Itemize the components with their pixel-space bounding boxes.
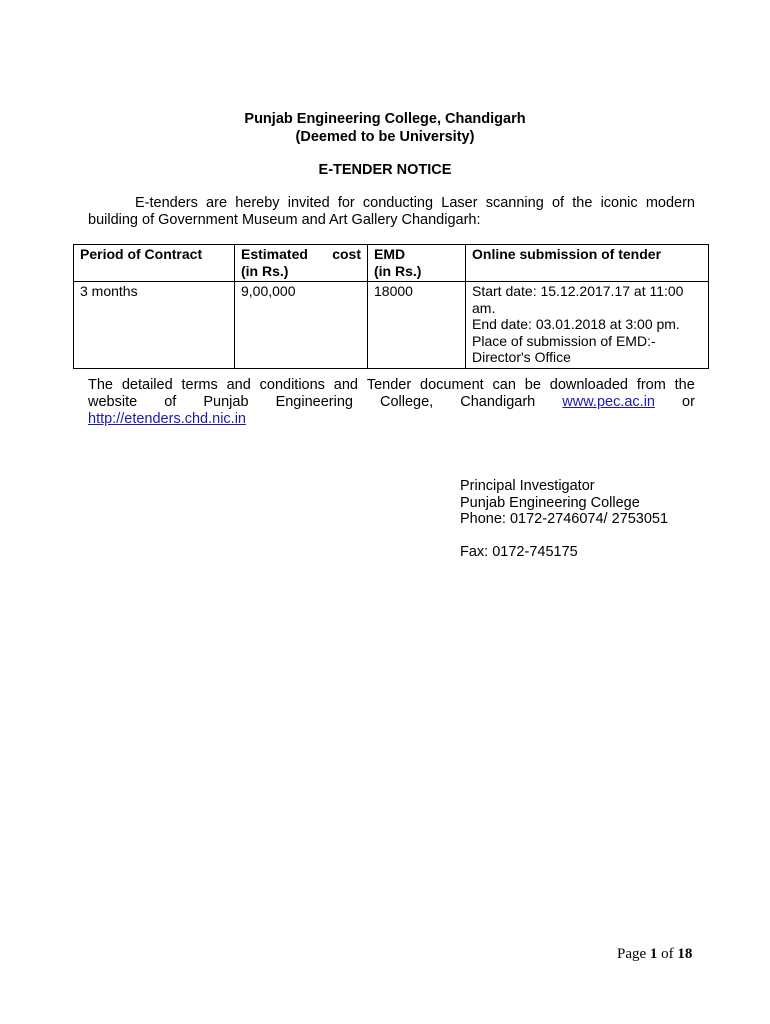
terms-word: and bbox=[333, 377, 358, 393]
notice-title: E-TENDER NOTICE bbox=[318, 162, 452, 178]
page-current: 1 bbox=[649, 946, 658, 962]
etenders-link[interactable]: http://etenders.chd.nic.in bbox=[88, 411, 246, 427]
cell-online-submission bbox=[466, 282, 709, 369]
terms-word: document bbox=[420, 377, 484, 393]
terms-word: downloaded bbox=[549, 377, 628, 393]
institution-status: (Deemed to be University) bbox=[295, 129, 475, 145]
terms-word: of bbox=[164, 394, 177, 410]
header-emd bbox=[368, 245, 466, 282]
terms-word: be bbox=[524, 377, 541, 393]
tender-table bbox=[73, 244, 709, 369]
signature-block bbox=[460, 478, 668, 528]
header-estimated-word2: cost bbox=[332, 246, 361, 262]
header-estimated-word1: Estimated bbox=[241, 246, 308, 262]
terms-word: from bbox=[636, 377, 666, 393]
signatory-fax: Fax: 0172-745175 bbox=[460, 544, 578, 560]
terms-word: terms bbox=[181, 377, 218, 393]
terms-word: website bbox=[88, 394, 138, 410]
intro-paragraph: E-tenders are hereby invited for conducting Laser scanning of the iconic modern building of Government Museum and Art Gallery Chandigarh: bbox=[88, 195, 695, 228]
cell-emd: 18000 bbox=[368, 282, 466, 369]
institution-title: Punjab Engineering College, Chandigarh bbox=[244, 111, 526, 127]
signatory-phone: Phone: 0172-2746074/ 2753051 bbox=[460, 511, 669, 527]
table-row bbox=[74, 282, 709, 369]
terms-word: the bbox=[674, 377, 695, 393]
header-online-submission: Online submission of tender bbox=[466, 245, 709, 282]
header-emd-label: EMD bbox=[374, 246, 406, 262]
place-line2: Director's Office bbox=[472, 349, 571, 365]
signatory-title: Principal Investigator bbox=[460, 478, 595, 494]
place-line1: Place of submission of EMD:- bbox=[472, 332, 656, 349]
page-label: Page bbox=[617, 946, 647, 962]
header-emd-unit: (in Rs.) bbox=[374, 262, 422, 279]
terms-paragraph bbox=[88, 377, 695, 428]
terms-word: College, bbox=[380, 394, 434, 410]
terms-line-3 bbox=[88, 411, 695, 428]
cell-estimated: 9,00,000 bbox=[235, 282, 368, 369]
terms-word: The bbox=[88, 377, 113, 393]
terms-word: Tender bbox=[366, 377, 412, 393]
end-date: End date: 03.01.2018 at 3:00 pm. bbox=[472, 316, 680, 332]
terms-or: or bbox=[682, 394, 695, 410]
table-header-row bbox=[74, 245, 709, 282]
header-estimated-unit: (in Rs.) bbox=[241, 262, 289, 279]
terms-word: Engineering bbox=[275, 394, 353, 410]
start-date-line1: Start date: 15.12.2017.17 at 11:00 bbox=[472, 283, 684, 299]
terms-word: and bbox=[226, 377, 251, 393]
terms-word: conditions bbox=[259, 377, 325, 393]
page-number bbox=[617, 946, 692, 963]
header-period: Period of Contract bbox=[74, 245, 235, 282]
terms-line-1 bbox=[88, 377, 695, 394]
signatory-org: Punjab Engineering College bbox=[460, 494, 640, 511]
header-estimated-cost bbox=[235, 245, 368, 282]
start-date-line2: am. bbox=[472, 299, 496, 316]
terms-line-2 bbox=[88, 394, 695, 411]
cell-period: 3 months bbox=[74, 282, 235, 369]
terms-word: detailed bbox=[121, 377, 173, 393]
page-of: of bbox=[661, 946, 674, 962]
pec-website-link[interactable]: www.pec.ac.in bbox=[562, 394, 655, 410]
terms-word: Chandigarh bbox=[460, 394, 536, 410]
terms-word: Punjab bbox=[203, 394, 249, 410]
terms-word: can bbox=[492, 377, 516, 393]
page-total: 18 bbox=[677, 946, 693, 962]
